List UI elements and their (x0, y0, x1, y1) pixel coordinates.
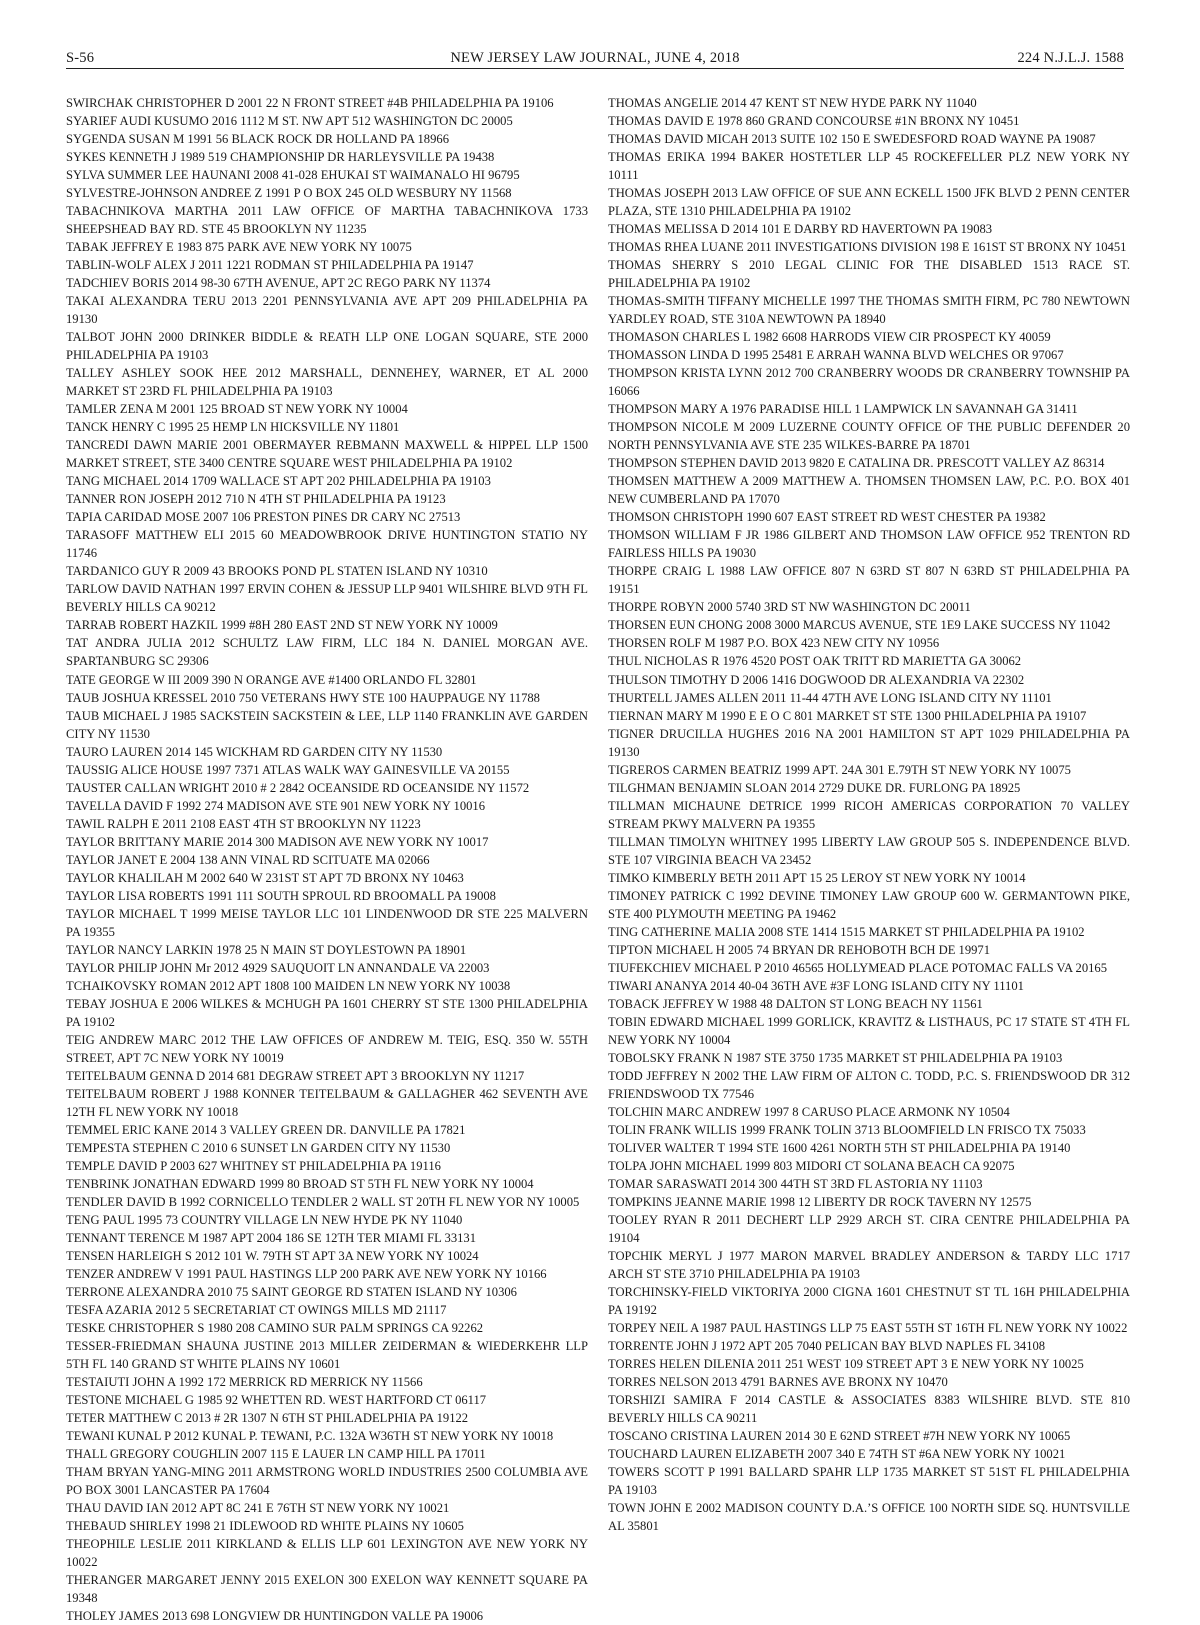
directory-entry: TANCK HENRY C 1995 25 HEMP LN HICKSVILLE NY 11801 (66, 420, 400, 435)
directory-entry: TENZER ANDREW V 1991 PAUL HASTINGS LLP 200 PARK AVE NEW YORK NY 10166 (66, 1267, 547, 1282)
directory-entry: TIGREROS CARMEN BEATRIZ 1999 APT. 24A 301 E.79TH ST NEW YORK NY 10075 (608, 762, 1071, 777)
directory-entry: TORSHIZI SAMIRA F 2014 CASTLE & ASSOCIATES 8383 WILSHIRE BLVD. STE 810 BEVERLY HILLS CA 90211 (608, 1393, 1130, 1426)
directory-entry: TABAK JEFFREY E 1983 875 PARK AVE NEW YORK NY 10075 (66, 240, 412, 255)
directory-entry: THOMAS DAVID E 1978 860 GRAND CONCOURSE #1N BRONX NY 10451 (608, 114, 1020, 129)
right-column (608, 94, 1130, 1535)
directory-entry: THALL GREGORY COUGHLIN 2007 115 E LAUER LN CAMP HILL PA 17011 (66, 1447, 486, 1462)
directory-entry: TIERNAN MARY M 1990 E E O C 801 MARKET ST STE 1300 PHILADELPHIA PA 19107 (608, 708, 1087, 723)
directory-entry: TESFA AZARIA 2012 5 SECRETARIAT CT OWINGS MILLS MD 21117 (66, 1303, 447, 1318)
directory-entry: THULSON TIMOTHY D 2006 1416 DOGWOOD DR ALEXANDRIA VA 22302 (608, 672, 1025, 687)
left-column (66, 94, 588, 1625)
directory-entry: TOSCANO CRISTINA LAUREN 2014 30 E 62ND STREET #7H NEW YORK NY 10065 (608, 1429, 1071, 1444)
directory-entry: TANG MICHAEL 2014 1709 WALLACE ST APT 202 PHILADELPHIA PA 19103 (66, 474, 491, 489)
directory-entry: TAYLOR LISA ROBERTS 1991 111 SOUTH SPROUL RD BROOMALL PA 19008 (66, 888, 496, 903)
directory-entry: TOLIN FRANK WILLIS 1999 FRANK TOLIN 3713 BLOOMFIELD LN FRISCO TX 75033 (608, 1122, 1086, 1137)
directory-entry: TIPTON MICHAEL H 2005 74 BRYAN DR REHOBOTH BCH DE 19971 (608, 942, 991, 957)
directory-entry: THOMSEN MATTHEW A 2009 MATTHEW A. THOMSEN THOMSEN LAW, P.C. P.O. BOX 401 NEW CUMBERLAND PA 17070 (608, 474, 1130, 507)
directory-entry: TAYLOR KHALILAH M 2002 640 W 231ST ST APT 7D BRONX NY 10463 (66, 870, 464, 885)
directory-entry: TALBOT JOHN 2000 DRINKER BIDDLE & REATH LLP ONE LOGAN SQUARE, STE 2000 PHILADELPHIA PA 19103 (66, 330, 588, 363)
directory-entry: TIMONEY PATRICK C 1992 DEVINE TIMONEY LAW GROUP 600 W. GERMANTOWN PIKE, STE 400 PLYMOUTH MEETING PA 19462 (608, 888, 1130, 921)
directory-entry: TOMAR SARASWATI 2014 300 44TH ST 3RD FL ASTORIA NY 11103 (608, 1176, 983, 1191)
directory-entry: THOMPSON STEPHEN DAVID 2013 9820 E CATALINA DR. PRESCOTT VALLEY AZ 86314 (608, 456, 1105, 471)
directory-entry: TEMPLE DAVID P 2003 627 WHITNEY ST PHILADELPHIA PA 19116 (66, 1158, 441, 1173)
directory-entry: SWIRCHAK CHRISTOPHER D 2001 22 N FRONT STREET #4B PHILADELPHIA PA 19106 (66, 96, 554, 110)
directory-entry: TILGHMAN BENJAMIN SLOAN 2014 2729 DUKE DR. FURLONG PA 18925 (608, 780, 1021, 795)
directory-entry: THOMPSON NICOLE M 2009 LUZERNE COUNTY OFFICE OF THE PUBLIC DEFENDER 20 NORTH PENNSYLVANIA AVE STE 235 WILKES-BARRE PA 18701 (608, 420, 1130, 453)
directory-entry: THOMAS RHEA LUANE 2011 INVESTIGATIONS DIVISION 198 E 161ST ST BRONX NY 10451 (608, 240, 1127, 255)
directory-entry: TEITELBAUM ROBERT J 1988 KONNER TEITELBAUM & GALLAGHER 462 SEVENTH AVE 12TH FL NEW YORK NY 10018 (66, 1086, 588, 1119)
directory-entry: TORCHINSKY-FIELD VIKTORIYA 2000 CIGNA 1601 CHESTNUT ST TL 16H PHILADELPHIA PA 19192 (608, 1285, 1130, 1318)
directory-entry: TENNANT TERENCE M 1987 APT 2004 186 SE 12TH TER MIAMI FL 33131 (66, 1230, 477, 1245)
directory-entry: TOUCHARD LAUREN ELIZABETH 2007 340 E 74TH ST #6A NEW YORK NY 10021 (608, 1447, 1066, 1462)
directory-entry: TEMPESTA STEPHEN C 2010 6 SUNSET LN GARDEN CITY NY 11530 (66, 1140, 451, 1155)
directory-entry: TETER MATTHEW C 2013 # 2R 1307 N 6TH ST PHILADELPHIA PA 19122 (66, 1411, 469, 1426)
directory-entry: TIUFEKCHIEV MICHAEL P 2010 46565 HOLLYMEAD PLACE POTOMAC FALLS VA 20165 (608, 960, 1108, 975)
directory-entry: TESKE CHRISTOPHER S 1980 208 CAMINO SUR PALM SPRINGS CA 92262 (66, 1321, 484, 1336)
directory-entry: THOLEY JAMES 2013 698 LONGVIEW DR HUNTINGDON VALLE PA 19006 (66, 1609, 484, 1624)
directory-entry: THORSEN ROLF M 1987 P.O. BOX 423 NEW CITY NY 10956 (608, 636, 940, 651)
directory-entry: TAT ANDRA JULIA 2012 SCHULTZ LAW FIRM, LLC 184 N. DANIEL MORGAN AVE. SPARTANBURG SC 29306 (66, 636, 588, 669)
directory-entry: SYLVESTRE-JOHNSON ANDREE Z 1991 P O BOX 245 OLD WESBURY NY 11568 (66, 186, 512, 201)
directory-entry: TENDLER DAVID B 1992 CORNICELLO TENDLER 2 WALL ST 20TH FL NEW YOR NY 10005 (66, 1194, 580, 1209)
directory-entry: TILLMAN TIMOLYN WHITNEY 1995 LIBERTY LAW GROUP 505 S. INDEPENDENCE BLVD. STE 107 VIRGINIA BEACH VA 23452 (608, 834, 1130, 867)
directory-entry: TARRAB ROBERT HAZKIL 1999 #8H 280 EAST 2ND ST NEW YORK NY 10009 (66, 618, 498, 633)
journal-title: NEW JERSEY LAW JOURNAL, JUNE 4, 2018 (450, 50, 740, 66)
directory-entry: THOMASON CHARLES L 1982 6608 HARRODS VIEW CIR PROSPECT KY 40059 (608, 330, 1051, 345)
directory-entry: TEBAY JOSHUA E 2006 WILKES & MCHUGH PA 1601 CHERRY ST STE 1300 PHILADELPHIA PA 19102 (66, 996, 588, 1029)
directory-entry: TILLMAN MICHAUNE DETRICE 1999 RICOH AMERICAS CORPORATION 70 VALLEY STREAM PKWY MALVERN PA 19355 (608, 798, 1130, 831)
directory-entry: THOMAS DAVID MICAH 2013 SUITE 102 150 E SWEDESFORD ROAD WAYNE PA 19087 (608, 132, 1096, 147)
directory-entry: TESTAIUTI JOHN A 1992 172 MERRICK RD MERRICK NY 11566 (66, 1375, 423, 1390)
directory-entry: TIGNER DRUCILLA HUGHES 2016 NA 2001 HAMILTON ST APT 1029 PHILADELPHIA PA 19130 (608, 726, 1130, 759)
directory-entry: THERANGER MARGARET JENNY 2015 EXELON 300 EXELON WAY KENNETT SQUARE PA 19348 (66, 1573, 588, 1606)
directory-entry: TAPIA CARIDAD MOSE 2007 106 PRESTON PINES DR CARY NC 27513 (66, 510, 461, 525)
page-number: S-56 (66, 50, 95, 66)
directory-entry: TAUSTER CALLAN WRIGHT 2010 # 2 2842 OCEANSIDE RD OCEANSIDE NY 11572 (66, 780, 530, 795)
directory-entry: THAU DAVID IAN 2012 APT 8C 241 E 76TH ST NEW YORK NY 10021 (66, 1501, 450, 1516)
directory-entry: TEIG ANDREW MARC 2012 THE LAW OFFICES OF ANDREW M. TEIG, ESQ. 350 W. 55TH STREET, APT 7C NEW YORK NY 10019 (66, 1032, 588, 1065)
directory-entry: THOMAS MELISSA D 2014 101 E DARBY RD HAVERTOWN PA 19083 (608, 222, 993, 237)
directory-entry: TOWN JOHN E 2002 MADISON COUNTY D.A.’S OFFICE 100 NORTH SIDE SQ. HUNTSVILLE AL 35801 (608, 1501, 1130, 1534)
directory-entry: TESTONE MICHAEL G 1985 92 WHETTEN RD. WEST HARTFORD CT 06117 (66, 1393, 487, 1408)
directory-entry: TOPCHIK MERYL J 1977 MARON MARVEL BRADLEY ANDERSON & TARDY LLC 1717 ARCH ST STE 3710 PHILADELPHIA PA 19103 (608, 1249, 1130, 1282)
directory-entry: TESSER-FRIEDMAN SHAUNA JUSTINE 2013 MILLER ZEIDERMAN & WIEDERKEHR LLP 5TH FL 140 GRAND ST WHITE PLAINS NY 10601 (66, 1339, 588, 1372)
directory-entry: THORPE ROBYN 2000 5740 3RD ST NW WASHINGTON DC 20011 (608, 600, 971, 615)
directory-entry: TOBIN EDWARD MICHAEL 1999 GORLICK, KRAVITZ & LISTHAUS, PC 17 STATE ST 4TH FL NEW YORK NY 10004 (608, 1014, 1130, 1047)
directory-entry: THORSEN EUN CHONG 2008 3000 MARCUS AVENUE, STE 1E9 LAKE SUCCESS NY 11042 (608, 618, 1111, 633)
directory-entry: TORRES HELEN DILENIA 2011 251 WEST 109 STREET APT 3 E NEW YORK NY 10025 (608, 1357, 1084, 1372)
directory-entry: TAYLOR JANET E 2004 138 ANN VINAL RD SCITUATE MA 02066 (66, 852, 430, 867)
directory-entry: TAYLOR MICHAEL T 1999 MEISE TAYLOR LLC 101 LINDENWOOD DR STE 225 MALVERN PA 19355 (66, 906, 588, 939)
directory-entry: TAYLOR PHILIP JOHN Mr 2012 4929 SAUQUOIT LN ANNANDALE VA 22003 (66, 960, 490, 975)
directory-entry: TCHAIKOVSKY ROMAN 2012 APT 1808 100 MAIDEN LN NEW YORK NY 10038 (66, 978, 511, 993)
directory-entry: TIWARI ANANYA 2014 40-04 36TH AVE #3F LONG ISLAND CITY NY 11101 (608, 978, 1024, 993)
directory-entry: THOMAS ERIKA 1994 BAKER HOSTETLER LLP 45 ROCKEFELLER PLZ NEW YORK NY 10111 (608, 150, 1130, 183)
directory-entry: TOMPKINS JEANNE MARIE 1998 12 LIBERTY DR ROCK TAVERN NY 12575 (608, 1194, 1032, 1209)
directory-entry: TODD JEFFREY N 2002 THE LAW FIRM OF ALTON C. TODD, P.C. S. FRIENDSWOOD DR 312 FRIENDSWOOD TX 77546 (608, 1068, 1130, 1101)
directory-entry: THOMPSON KRISTA LYNN 2012 700 CRANBERRY WOODS DR CRANBERRY TOWNSHIP PA 16066 (608, 366, 1130, 399)
directory-entry: TAVELLA DAVID F 1992 274 MADISON AVE STE 901 NEW YORK NY 10016 (66, 798, 486, 813)
directory-entry: TOLCHIN MARC ANDREW 1997 8 CARUSO PLACE ARMONK NY 10504 (608, 1104, 1010, 1119)
directory-entry: TOBOLSKY FRANK N 1987 STE 3750 1735 MARKET ST PHILADELPHIA PA 19103 (608, 1050, 1063, 1065)
directory-entry: TING CATHERINE MALIA 2008 STE 1414 1515 MARKET ST PHILADELPHIA PA 19102 (608, 924, 1085, 939)
directory-entry: THEBAUD SHIRLEY 1998 21 IDLEWOOD RD WHITE PLAINS NY 10605 (66, 1519, 464, 1534)
directory-entry: THOMAS JOSEPH 2013 LAW OFFICE OF SUE ANN ECKELL 1500 JFK BLVD 2 PENN CENTER PLAZA, STE 1310 PHILADELPHIA PA 19102 (608, 186, 1130, 219)
directory-entry: SYLVA SUMMER LEE HAUNANI 2008 41-028 EHUKAI ST WAIMANALO HI 96795 (66, 168, 520, 183)
directory-entry: THOMAS SHERRY S 2010 LEGAL CLINIC FOR THE DISABLED 1513 RACE ST. PHILADELPHIA PA 19102 (608, 258, 1130, 291)
directory-entry: TAUB JOSHUA KRESSEL 2010 750 VETERANS HWY STE 100 HAUPPAUGE NY 11788 (66, 690, 540, 705)
directory-entry: TEMMEL ERIC KANE 2014 3 VALLEY GREEN DR. DANVILLE PA 17821 (66, 1122, 466, 1137)
directory-entry: THUL NICHOLAS R 1976 4520 POST OAK TRITT RD MARIETTA GA 30062 (608, 654, 1022, 669)
directory-entry: TADCHIEV BORIS 2014 98-30 67TH AVENUE, APT 2C REGO PARK NY 11374 (66, 276, 491, 291)
directory-entry: TARLOW DAVID NATHAN 1997 ERVIN COHEN & JESSUP LLP 9401 WILSHIRE BLVD 9TH FL BEVERLY HILLS CA 90212 (66, 582, 588, 615)
directory-entry: TENBRINK JONATHAN EDWARD 1999 80 BROAD ST 5TH FL NEW YORK NY 10004 (66, 1176, 534, 1191)
directory-entry: TATE GEORGE W III 2009 390 N ORANGE AVE #1400 ORLANDO FL 32801 (66, 672, 477, 687)
directory-entry: THURTELL JAMES ALLEN 2011 11-44 47TH AVE LONG ISLAND CITY NY 11101 (608, 690, 1052, 705)
directory-entry: TERRONE ALEXANDRA 2010 75 SAINT GEORGE RD STATEN ISLAND NY 10306 (66, 1285, 517, 1300)
directory-entry: TENSEN HARLEIGH S 2012 101 W. 79TH ST APT 3A NEW YORK NY 10024 (66, 1249, 479, 1263)
directory-entry: THOMAS-SMITH TIFFANY MICHELLE 1997 THE THOMAS SMITH FIRM, PC 780 NEWTOWN YARDLEY ROAD, STE 310A NEWTOWN PA 18940 (608, 294, 1130, 327)
directory-entry: THAM BRYAN YANG-MING 2011 ARMSTRONG WORLD INDUSTRIES 2500 COLUMBIA AVE PO BOX 3001 LANCASTER PA 17604 (66, 1465, 588, 1498)
directory-entry: THOMASSON LINDA D 1995 25481 E ARRAH WANNA BLVD WELCHES OR 97067 (608, 348, 1064, 363)
directory-entry: TOOLEY RYAN R 2011 DECHERT LLP 2929 ARCH ST. CIRA CENTRE PHILADELPHIA PA 19104 (608, 1212, 1130, 1245)
directory-entry: SYKES KENNETH J 1989 519 CHAMPIONSHIP DR HARLEYSVILLE PA 19438 (66, 150, 495, 165)
directory-entry: TORPEY NEIL A 1987 PAUL HASTINGS LLP 75 EAST 55TH ST 16TH FL NEW YORK NY 10022 (608, 1321, 1128, 1336)
directory-entry: TEWANI KUNAL P 2012 KUNAL P. TEWANI, P.C. 132A W36TH ST NEW YORK NY 10018 (66, 1429, 554, 1444)
directory-entry: THOMPSON MARY A 1976 PARADISE HILL 1 LAMPWICK LN SAVANNAH GA 31411 (608, 402, 1078, 417)
directory-entry: TARASOFF MATTHEW ELI 2015 60 MEADOWBROOK DRIVE HUNTINGTON STATIO NY 11746 (66, 528, 588, 561)
directory-entry: THOMSON CHRISTOPH 1990 607 EAST STREET RD WEST CHESTER PA 19382 (608, 510, 1046, 525)
directory-entry: TEITELBAUM GENNA D 2014 681 DEGRAW STREET APT 3 BROOKLYN NY 11217 (66, 1068, 525, 1083)
directory-entry: TAUSSIG ALICE HOUSE 1997 7371 ATLAS WALK WAY GAINESVILLE VA 20155 (66, 762, 510, 777)
directory-entry: TABLIN-WOLF ALEX J 2011 1221 RODMAN ST PHILADELPHIA PA 19147 (66, 258, 474, 273)
directory-entry: THOMSON WILLIAM F JR 1986 GILBERT AND THOMSON LAW OFFICE 952 TRENTON RD FAIRLESS HILLS PA 19030 (608, 528, 1130, 561)
directory-entry: TOWERS SCOTT P 1991 BALLARD SPAHR LLP 1735 MARKET ST 51ST FL PHILADELPHIA PA 19103 (608, 1465, 1130, 1498)
directory-entry: TAWIL RALPH E 2011 2108 EAST 4TH ST BROOKLYN NY 11223 (66, 816, 421, 831)
directory-entry: TALLEY ASHLEY SOOK HEE 2012 MARSHALL, DENNEHEY, WARNER, ET AL 2000 MARKET ST 23RD FL PHILADELPHIA PA 19103 (66, 366, 588, 399)
directory-entry: TORRES NELSON 2013 4791 BARNES AVE BRONX NY 10470 (608, 1375, 948, 1390)
directory-entry: TABACHNIKOVA MARTHA 2011 LAW OFFICE OF MARTHA TABACHNIKOVA 1733 SHEEPSHEAD BAY RD. STE 45 BROOKLYN NY 11235 (66, 204, 588, 237)
directory-entry: TOLPA JOHN MICHAEL 1999 803 MIDORI CT SOLANA BEACH CA 92075 (608, 1158, 1015, 1173)
directory-entry: TAYLOR BRITTANY MARIE 2014 300 MADISON AVE NEW YORK NY 10017 (66, 834, 489, 849)
directory-entry: TOBACK JEFFREY W 1988 48 DALTON ST LONG BEACH NY 11561 (608, 996, 983, 1011)
directory-entry: SYARIEF AUDI KUSUMO 2016 1112 M ST. NW APT 512 WASHINGTON DC 20005 (66, 114, 513, 129)
directory-entry: TAYLOR NANCY LARKIN 1978 25 N MAIN ST DOYLESTOWN PA 18901 (66, 942, 467, 957)
directory-entry: TANNER RON JOSEPH 2012 710 N 4TH ST PHILADELPHIA PA 19123 (66, 492, 446, 507)
directory-entry: TAMLER ZENA M 2001 125 BROAD ST NEW YORK NY 10004 (66, 402, 408, 417)
directory-entry: TANCREDI DAWN MARIE 2001 OBERMAYER REBMANN MAXWELL & HIPPEL LLP 1500 MARKET STREET, STE 3400 CENTRE SQUARE WEST PHILADELPHIA PA 19102 (66, 438, 588, 471)
directory-entry: THEOPHILE LESLIE 2011 KIRKLAND & ELLIS LLP 601 LEXINGTON AVE NEW YORK NY 10022 (66, 1537, 588, 1570)
directory-entry: SYGENDA SUSAN M 1991 56 BLACK ROCK DR HOLLAND PA 18966 (66, 132, 449, 147)
journal-citation: 224 N.J.L.J. 1588 (1017, 50, 1124, 66)
directory-entry: TENG PAUL 1995 73 COUNTRY VILLAGE LN NEW HYDE PK NY 11040 (66, 1212, 463, 1227)
page-header (66, 46, 1124, 69)
directory-entry: TARDANICO GUY R 2009 43 BROOKS POND PL STATEN ISLAND NY 10310 (66, 564, 488, 579)
directory-entry: THOMAS ANGELIE 2014 47 KENT ST NEW HYDE PARK NY 11040 (608, 96, 977, 110)
directory-entry: THORPE CRAIG L 1988 LAW OFFICE 807 N 63RD ST 807 N 63RD ST PHILADELPHIA PA 19151 (608, 564, 1130, 597)
directory-entry: TAURO LAUREN 2014 145 WICKHAM RD GARDEN CITY NY 11530 (66, 744, 443, 759)
directory-entry: TIMKO KIMBERLY BETH 2011 APT 15 25 LEROY ST NEW YORK NY 10014 (608, 870, 1026, 885)
directory-entry: TORRENTE JOHN J 1972 APT 205 7040 PELICAN BAY BLVD NAPLES FL 34108 (608, 1339, 1046, 1354)
directory-entry: TAKAI ALEXANDRA TERU 2013 2201 PENNSYLVANIA AVE APT 209 PHILADELPHIA PA 19130 (66, 294, 588, 327)
directory-entry: TOLIVER WALTER T 1994 STE 1600 4261 NORTH 5TH ST PHILADELPHIA PA 19140 (608, 1140, 1071, 1155)
directory-entry: TAUB MICHAEL J 1985 SACKSTEIN SACKSTEIN & LEE, LLP 1140 FRANKLIN AVE GARDEN CITY NY 11530 (66, 708, 588, 741)
